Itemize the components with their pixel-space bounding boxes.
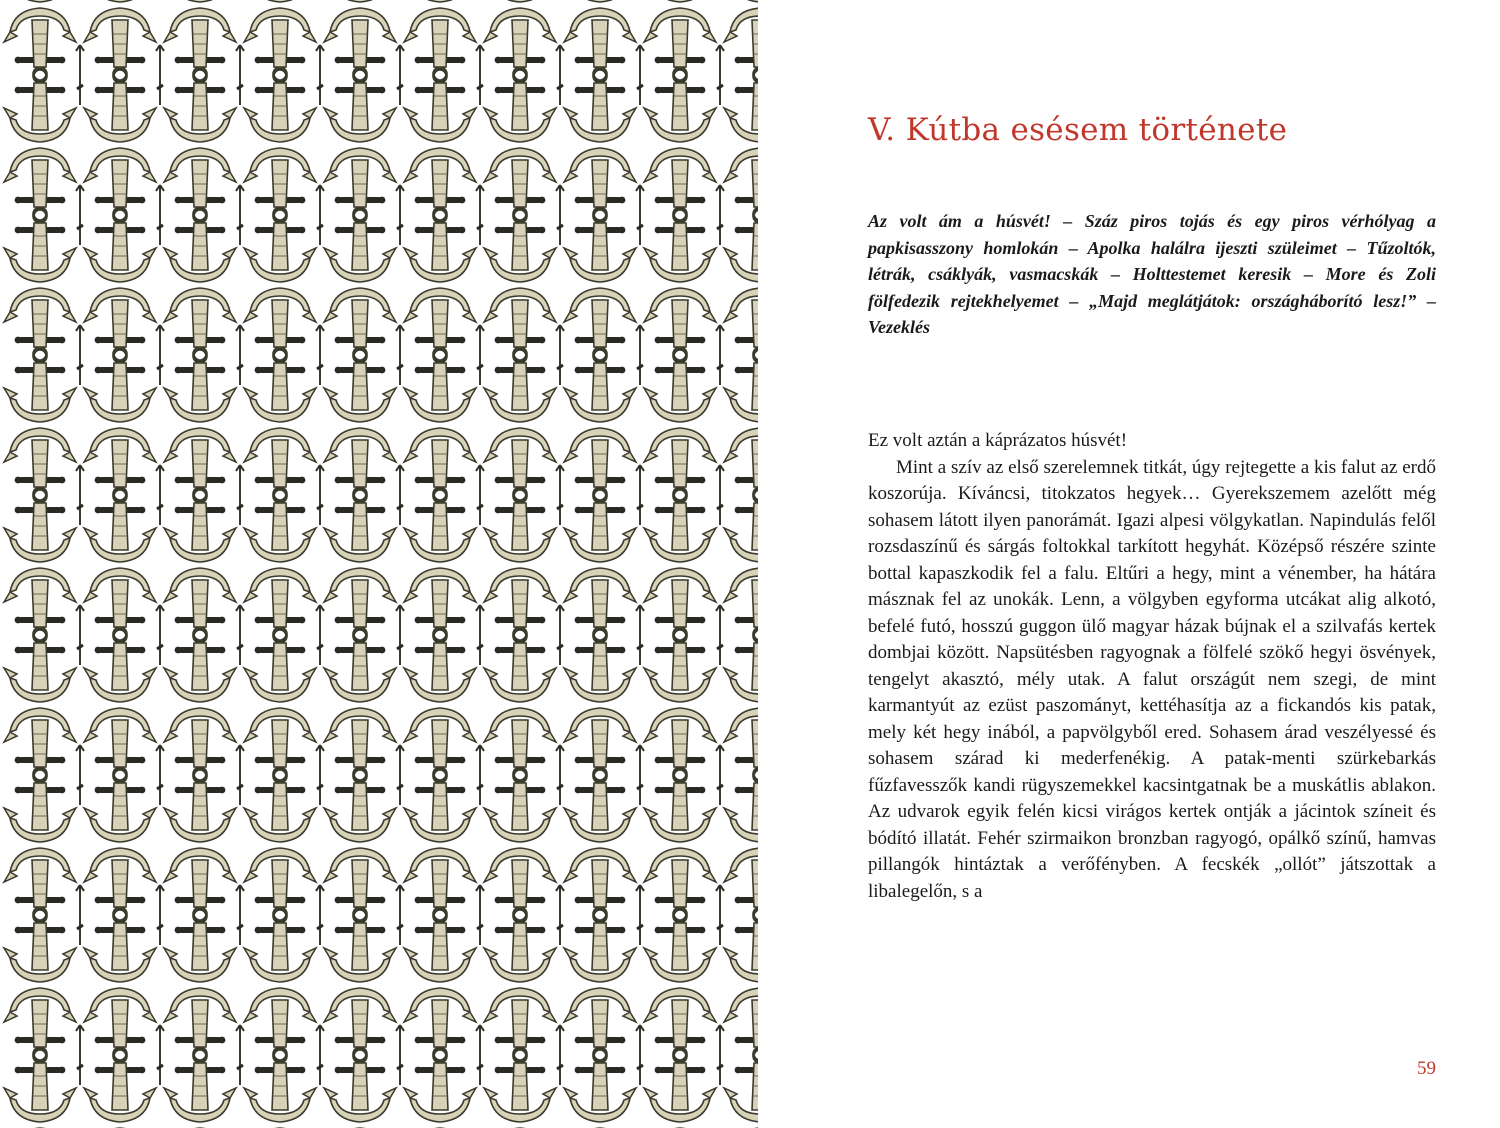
hook-icon — [316, 885, 324, 945]
anchor-icon — [564, 0, 636, 2]
hook-icon — [476, 465, 484, 525]
anchor-icon — [724, 848, 758, 921]
hook-icon — [556, 45, 564, 105]
hook-icon — [316, 605, 324, 665]
hook-icon — [156, 325, 164, 385]
hook-icon — [396, 325, 404, 385]
hook-icon — [156, 605, 164, 665]
hook-icon — [396, 45, 404, 105]
anchor-icon — [724, 568, 758, 641]
anchor-icon — [644, 0, 716, 2]
hook-icon — [556, 885, 564, 945]
hook-icon — [476, 885, 484, 945]
hook-icon — [76, 885, 84, 945]
hook-icon — [236, 185, 244, 245]
anchor-icon — [324, 0, 396, 2]
hook-icon — [556, 465, 564, 525]
hook-icon — [716, 325, 724, 385]
hook-icon — [556, 185, 564, 245]
hook-icon — [636, 325, 644, 385]
hook-icon — [476, 185, 484, 245]
anchor-icon — [724, 350, 758, 423]
hook-icon — [76, 325, 84, 385]
hook-icon — [236, 325, 244, 385]
hook-icon — [396, 605, 404, 665]
hook-icon — [316, 45, 324, 105]
hook-icon — [636, 745, 644, 805]
hook-icon — [156, 465, 164, 525]
hook-icon — [156, 1025, 164, 1085]
anchor-icon — [484, 0, 556, 2]
hook-icon — [716, 465, 724, 525]
hook-icon — [476, 605, 484, 665]
anchor-icon — [724, 1050, 758, 1123]
hook-icon — [716, 605, 724, 665]
hook-icon — [636, 45, 644, 105]
hook-icon — [636, 605, 644, 665]
hook-icon — [636, 185, 644, 245]
hook-icon — [316, 745, 324, 805]
hook-icon — [236, 885, 244, 945]
chapter-title: V. Kútba esésem története — [868, 112, 1288, 148]
hook-icon — [716, 885, 724, 945]
hook-icon — [156, 185, 164, 245]
anchor-icon — [724, 8, 758, 81]
anchor-icon — [404, 0, 476, 2]
anchor-icon — [244, 0, 316, 2]
anchor-icon — [724, 630, 758, 703]
chapter-body — [868, 428, 1436, 905]
hook-icon — [316, 465, 324, 525]
hook-icon — [156, 745, 164, 805]
hook-icon — [316, 1025, 324, 1085]
hook-icon — [316, 185, 324, 245]
hook-icon — [396, 465, 404, 525]
page-number: 59 — [1417, 1058, 1436, 1079]
anchor-icon — [724, 70, 758, 143]
hook-icon — [76, 1025, 84, 1085]
hook-icon — [476, 1025, 484, 1085]
hook-icon — [236, 465, 244, 525]
hook-icon — [556, 745, 564, 805]
anchor-icon — [724, 148, 758, 221]
anchor-icon — [724, 708, 758, 781]
text-page — [758, 0, 1500, 1128]
hook-icon — [396, 185, 404, 245]
hook-icon — [396, 745, 404, 805]
hook-icon — [636, 885, 644, 945]
anchor-icon — [724, 490, 758, 563]
hook-icon — [156, 885, 164, 945]
hook-icon — [556, 605, 564, 665]
hook-icon — [76, 185, 84, 245]
hook-icon — [76, 745, 84, 805]
hook-icon — [636, 1025, 644, 1085]
hook-icon — [236, 45, 244, 105]
chapter-synopsis: Az volt ám a húsvét! – Száz piros tojás és egy piros vérhólyag a papkisasszony homlokán – Apolka halálra ijeszti szüleimet – Tűzoltók, létrák, csáklyák, vasmacskák – Holttestemet keresik – More és Zoli fölfedezik rejtekhelyemet – „Majd meglátjátok: országháborító lesz!” – Vezeklés — [868, 211, 1436, 337]
anchor-repeat-layer — [4, 0, 758, 1128]
paragraph-main: Mint a szív az első szerelemnek titkát, úgy rejtegette a kis falut az erdő koszorúja. Kíváncsi, titokzatos hegyek… Gyerekszemem azelőtt még sohasem látott ilyen panorámát. Igazi alpesi völgykatlan. Napindulás felől rozsdaszínű és sárgás foltokkal tarkított hegyhát. Középső részére szinte bottal kapaszkodik fel a falu. Eltűri a hegy, mint a vénember, ha hátára másznak fel az unokák. Lenn, a völgyben egyforma utcákat alig alkotó, befelé futó, hosszú guggon ülő magyar házak bújnak el a szilvafás kertek dombjai között. Napsütésben ragyognak a fölfelé szökő hegyi ösvények, tengelyt akasztó, mély utak. A falut országút nem szegi, de mint karmantyút az ezüst paszományt, kettéhasítja az a fickandós kis patak, mely két hegy inából, a papvölgyből ered. Sohasem árad veszélyessé és sohasem szárad ki mederfenékig. A patak-menti szürkebarkás fűzfavesszők kandi rügyszemekkel kacsintgatnak be a muskátlis ablakon. Az udvarok egyik felén kicsi virágos kertek ontják a jácintok színeit és bódító illatát. Fehér szirmaikon bronzban ragyogó, opálkő színű, hamvas pillangók hintáztak a verőfényben. A fecskék „ollót” játszottak a libalegelőn, s a — [868, 456, 1436, 902]
hook-icon — [476, 745, 484, 805]
hook-icon — [76, 465, 84, 525]
anchor-icon — [724, 210, 758, 283]
hook-icon — [476, 325, 484, 385]
hook-icon — [76, 45, 84, 105]
hook-icon — [156, 45, 164, 105]
anchor-icon — [84, 0, 156, 2]
hook-icon — [476, 45, 484, 105]
paragraph-opening: Ez volt aztán a káprázatos húsvét! — [868, 430, 1128, 451]
anchor-icon — [724, 0, 758, 2]
anchor-icon — [724, 988, 758, 1061]
hook-icon — [316, 325, 324, 385]
hook-icon — [396, 1025, 404, 1085]
anchor-icon — [724, 288, 758, 361]
anchor-icon — [724, 770, 758, 843]
hook-icon — [236, 745, 244, 805]
anchor-icon — [4, 0, 76, 2]
hook-icon — [556, 1025, 564, 1085]
anchor-icon — [164, 0, 236, 2]
hook-icon — [716, 745, 724, 805]
hook-icon — [556, 325, 564, 385]
hook-icon — [636, 465, 644, 525]
hook-icon — [716, 1025, 724, 1085]
hook-icon — [716, 45, 724, 105]
hook-icon — [236, 1025, 244, 1085]
hook-icon — [76, 605, 84, 665]
hook-icon — [396, 885, 404, 945]
hook-icon — [236, 605, 244, 665]
hook-icon — [716, 185, 724, 245]
anchor-icon — [724, 910, 758, 983]
anchor-icon — [724, 428, 758, 501]
